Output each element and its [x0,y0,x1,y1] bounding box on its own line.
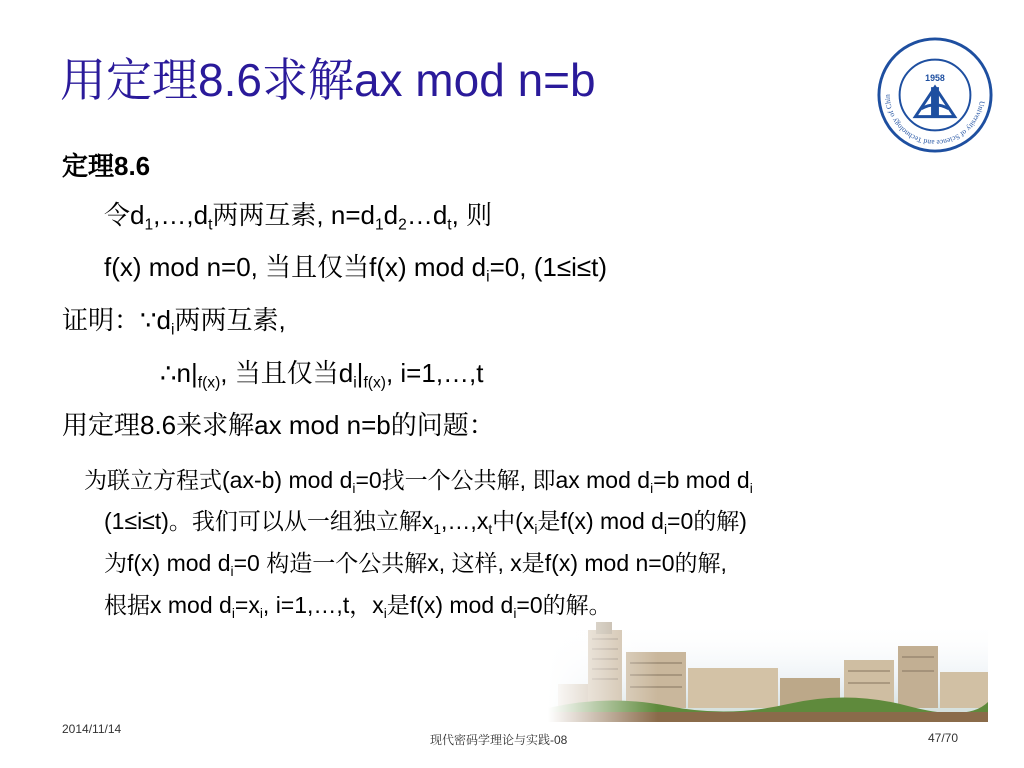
usage-paragraph-line-4: 根据x mod $d_i=x_i$, i=1,…,t，$x_i$是f(x) mod $d_i=0$的解。 [104,592,612,621]
usage-paragraph-line-3: 为f(x) mod $d_i=0$ 构造一个公共解x, 这样, x是f(x) mod n=0的解, [104,550,727,579]
usage-paragraph-line-2: (1≤i≤t)。我们可以从一组独立解$x_1,\dots,x_t$中($x_i$是f(x) mod $d_i=0$的解) [104,508,747,537]
proof-line-1: 证明：$\because d_i$两两互素, [62,305,286,339]
university-logo [876,36,994,154]
slide-title: 用定理8.6求解ax mod n=b [60,54,596,106]
campus-photo [548,622,988,722]
svg-text:University of Science and Tech: University of Science and Technology of Chin [882,94,987,148]
usage-heading: 用定理8.6来求解ax mod n=b的问题： [62,410,495,440]
footer-course-title: 现代密码学理论与实践-08 [430,733,568,747]
svg-text:1958: 1958 [925,73,945,84]
usage-paragraph-line-1: 为联立方程式(ax-b) mod $d_i=0$找一个公共解, 即ax mod $d_i=b$ mod $d_i$ [84,467,753,496]
proof-line-2: $\therefore n|_{f(x)}$, 当且仅当$d_i|_{f(x)}$, i=1,…,t [160,358,484,392]
footer-date: 2014/11/14 [62,722,122,736]
theorem-line-2: f(x) mod n=0, 当且仅当f(x) mod $d_i=0$, (1≤i≤t) [104,252,608,286]
footer-page-number: 47/70 [928,731,959,745]
theorem-heading: 定理8.6 [62,151,151,181]
theorem-line-1: 令$d_1,\dots,d_t$两两互素, $n=d_1d_2\dots d_t$, 则 [104,200,493,234]
